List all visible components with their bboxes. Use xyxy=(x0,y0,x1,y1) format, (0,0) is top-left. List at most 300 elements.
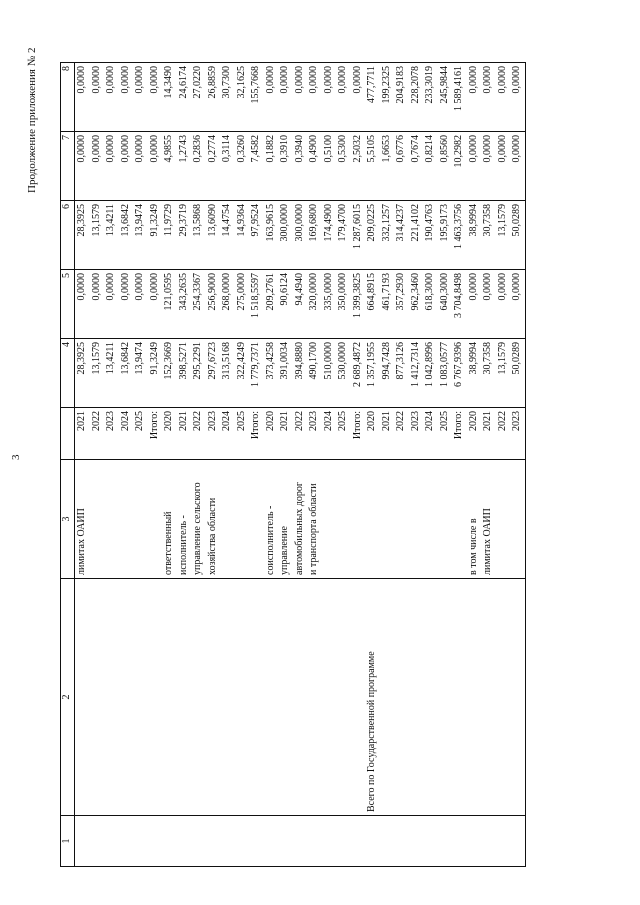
table-row xyxy=(264,63,279,867)
cell-value-5: 0,0000 xyxy=(90,270,105,339)
cell-col1 xyxy=(264,816,279,867)
cell-value-8: 0,0000 xyxy=(75,63,90,132)
cell-program xyxy=(510,579,525,816)
cell-value-5: 962,3460 xyxy=(409,270,424,339)
cell-col1 xyxy=(278,816,293,867)
cell-col1 xyxy=(293,816,308,867)
cell-executor xyxy=(380,460,395,579)
cell-value-4: 490,1700 xyxy=(307,339,322,408)
col-header-6: 6 xyxy=(61,201,75,270)
cell-value-8: 32,1625 xyxy=(235,63,250,132)
cell-year: 2023 xyxy=(104,408,119,460)
budget-table xyxy=(60,62,526,867)
cell-value-5: 0,0000 xyxy=(496,270,511,339)
cell-value-5: 664,8915 xyxy=(365,270,380,339)
table-row xyxy=(322,63,337,867)
cell-value-6: 179,4700 xyxy=(336,201,351,270)
table-row xyxy=(452,63,467,867)
cell-value-8: 245,9844 xyxy=(438,63,453,132)
cell-value-5: 0,0000 xyxy=(467,270,482,339)
cell-value-4: 91,3249 xyxy=(148,339,163,408)
cell-executor xyxy=(409,460,424,579)
cell-year: 2023 xyxy=(409,408,424,460)
cell-value-8: 0,0000 xyxy=(496,63,511,132)
cell-value-6: 50,0289 xyxy=(510,201,525,270)
cell-value-7: 0,2774 xyxy=(206,132,221,201)
cell-value-5: 343,2635 xyxy=(177,270,192,339)
cell-value-6: 30,7358 xyxy=(481,201,496,270)
cell-value-8: 0,0000 xyxy=(264,63,279,132)
page-number: 3 xyxy=(10,454,22,460)
cell-col1 xyxy=(162,816,177,867)
cell-value-8: 0,0000 xyxy=(293,63,308,132)
table-row xyxy=(249,63,264,867)
cell-value-5: 461,7193 xyxy=(380,270,395,339)
table-row xyxy=(162,63,177,867)
table-row xyxy=(278,63,293,867)
cell-program xyxy=(438,579,453,816)
cell-value-5: 254,3367 xyxy=(191,270,206,339)
table-row xyxy=(380,63,395,867)
cell-executor xyxy=(496,460,511,579)
cell-executor xyxy=(394,460,409,579)
cell-program xyxy=(409,579,424,816)
cell-program xyxy=(394,579,409,816)
cell-value-4: 1 357,1955 xyxy=(365,339,380,408)
cell-value-7: 0,0000 xyxy=(75,132,90,201)
cell-executor xyxy=(438,460,453,579)
cell-value-4: 30,7358 xyxy=(481,339,496,408)
cell-value-4: 1 083,0577 xyxy=(438,339,453,408)
cell-value-4: 1 042,8996 xyxy=(423,339,438,408)
col-header-1: 1 xyxy=(61,816,75,867)
cell-value-7: 5,5105 xyxy=(365,132,380,201)
cell-col1 xyxy=(104,816,119,867)
cell-executor xyxy=(322,460,337,579)
table-row xyxy=(336,63,351,867)
cell-value-7: 0,6776 xyxy=(394,132,409,201)
cell-value-4: 1 779,7371 xyxy=(249,339,264,408)
cell-value-7: 0,1882 xyxy=(264,132,279,201)
cell-value-7: 0,0000 xyxy=(90,132,105,201)
cell-value-7: 0,3910 xyxy=(278,132,293,201)
table-body xyxy=(75,63,526,867)
cell-program xyxy=(307,579,322,816)
cell-program xyxy=(351,579,366,816)
cell-year: 2020 xyxy=(162,408,177,460)
cell-value-8: 0,0000 xyxy=(351,63,366,132)
cell-value-6: 91,3249 xyxy=(148,201,163,270)
cell-value-5: 121,0595 xyxy=(162,270,177,339)
cell-executor: управление сельского xyxy=(191,460,206,579)
cell-value-5: 1 399,3825 xyxy=(351,270,366,339)
table-row xyxy=(104,63,119,867)
cell-year: 2021 xyxy=(75,408,90,460)
cell-year: 2021 xyxy=(380,408,395,460)
cell-col1 xyxy=(119,816,134,867)
cell-executor: управление xyxy=(278,460,293,579)
cell-value-8: 0,0000 xyxy=(481,63,496,132)
cell-executor xyxy=(365,460,380,579)
cell-value-7: 10,2982 xyxy=(452,132,467,201)
cell-value-5: 0,0000 xyxy=(481,270,496,339)
cell-col1 xyxy=(148,816,163,867)
cell-year: 2025 xyxy=(133,408,148,460)
cell-program xyxy=(119,579,134,816)
cell-executor xyxy=(510,460,525,579)
cell-col1 xyxy=(438,816,453,867)
table-row xyxy=(365,63,380,867)
cell-col1 xyxy=(467,816,482,867)
cell-value-6: 195,9173 xyxy=(438,201,453,270)
cell-value-6: 13,1579 xyxy=(90,201,105,270)
cell-value-6: 163,9615 xyxy=(264,201,279,270)
cell-col1 xyxy=(235,816,250,867)
cell-year: Итого: xyxy=(249,408,264,460)
cell-col1 xyxy=(394,816,409,867)
cell-value-6: 174,4900 xyxy=(322,201,337,270)
cell-value-6: 13,6842 xyxy=(119,201,134,270)
cell-value-8: 0,0000 xyxy=(510,63,525,132)
cell-program xyxy=(322,579,337,816)
cell-value-6: 13,5868 xyxy=(191,201,206,270)
cell-value-5: 0,0000 xyxy=(104,270,119,339)
cell-program xyxy=(235,579,250,816)
cell-value-7: 7,4582 xyxy=(249,132,264,201)
cell-value-8: 14,3490 xyxy=(162,63,177,132)
cell-value-8: 204,9183 xyxy=(394,63,409,132)
cell-value-7: 1,2743 xyxy=(177,132,192,201)
cell-year: 2025 xyxy=(438,408,453,460)
cell-value-6: 209,0225 xyxy=(365,201,380,270)
cell-executor xyxy=(249,460,264,579)
cell-year: Итого: xyxy=(452,408,467,460)
col-header-4: 4 xyxy=(61,339,75,408)
cell-executor xyxy=(220,460,235,579)
cell-value-8: 0,0000 xyxy=(104,63,119,132)
cell-year: 2024 xyxy=(220,408,235,460)
col-header-year xyxy=(61,408,75,460)
cell-value-7: 2,5032 xyxy=(351,132,366,201)
cell-value-4: 152,3669 xyxy=(162,339,177,408)
cell-value-4: 13,9474 xyxy=(133,339,148,408)
cell-program xyxy=(133,579,148,816)
cell-program xyxy=(220,579,235,816)
cell-program xyxy=(177,579,192,816)
cell-value-8: 26,8859 xyxy=(206,63,221,132)
cell-value-6: 300,0000 xyxy=(278,201,293,270)
cell-program xyxy=(336,579,351,816)
cell-value-6: 28,3925 xyxy=(75,201,90,270)
cell-value-8: 0,0000 xyxy=(133,63,148,132)
cell-program xyxy=(380,579,395,816)
cell-program xyxy=(249,579,264,816)
cell-value-4: 373,4258 xyxy=(264,339,279,408)
cell-executor xyxy=(90,460,105,579)
cell-year: 2021 xyxy=(481,408,496,460)
cell-value-8: 0,0000 xyxy=(119,63,134,132)
cell-value-6: 13,6090 xyxy=(206,201,221,270)
cell-program xyxy=(104,579,119,816)
cell-value-6: 13,1579 xyxy=(496,201,511,270)
cell-program xyxy=(191,579,206,816)
cell-executor: исполнитель - xyxy=(177,460,192,579)
cell-value-6: 11,9729 xyxy=(162,201,177,270)
cell-program xyxy=(75,579,90,816)
cell-value-5: 0,0000 xyxy=(133,270,148,339)
cell-year: 2025 xyxy=(336,408,351,460)
table-row xyxy=(133,63,148,867)
cell-year: 2022 xyxy=(191,408,206,460)
table-row xyxy=(235,63,250,867)
cell-value-4: 2 689,4872 xyxy=(351,339,366,408)
table-row xyxy=(307,63,322,867)
cell-value-8: 0,0000 xyxy=(322,63,337,132)
cell-value-5: 350,0000 xyxy=(336,270,351,339)
cell-value-7: 0,0000 xyxy=(133,132,148,201)
cell-value-6: 221,4102 xyxy=(409,201,424,270)
cell-executor xyxy=(423,460,438,579)
cell-value-5: 640,3000 xyxy=(438,270,453,339)
cell-value-5: 94,4940 xyxy=(293,270,308,339)
cell-value-6: 29,3719 xyxy=(177,201,192,270)
cell-executor: ответственный xyxy=(162,460,177,579)
cell-executor: в том числе в xyxy=(467,460,482,579)
cell-value-4: 295,2291 xyxy=(191,339,206,408)
cell-value-6: 1 287,6015 xyxy=(351,201,366,270)
cell-col1 xyxy=(177,816,192,867)
cell-value-6: 314,4237 xyxy=(394,201,409,270)
cell-year: 2023 xyxy=(206,408,221,460)
appendix-label: Продолжение приложения № 2 xyxy=(26,47,38,193)
cell-year: 2021 xyxy=(278,408,293,460)
table-row xyxy=(220,63,235,867)
column-number-row xyxy=(61,63,75,867)
cell-year: 2020 xyxy=(467,408,482,460)
table-row xyxy=(119,63,134,867)
cell-year: 2021 xyxy=(177,408,192,460)
table-row xyxy=(409,63,424,867)
cell-col1 xyxy=(75,816,90,867)
cell-year: 2023 xyxy=(510,408,525,460)
cell-col1 xyxy=(380,816,395,867)
cell-executor xyxy=(148,460,163,579)
cell-value-6: 1 463,3756 xyxy=(452,201,467,270)
cell-value-4: 394,8880 xyxy=(293,339,308,408)
cell-executor: автомобильных дорог xyxy=(293,460,308,579)
cell-program xyxy=(423,579,438,816)
cell-value-4: 877,3126 xyxy=(394,339,409,408)
cell-year: 2020 xyxy=(365,408,380,460)
cell-value-4: 50,0289 xyxy=(510,339,525,408)
cell-value-8: 1 589,4161 xyxy=(452,63,467,132)
cell-value-5: 268,0000 xyxy=(220,270,235,339)
table-row xyxy=(351,63,366,867)
cell-year: 2024 xyxy=(423,408,438,460)
cell-value-6: 13,4211 xyxy=(104,201,119,270)
cell-executor xyxy=(104,460,119,579)
cell-value-7: 1,6653 xyxy=(380,132,395,201)
cell-value-7: 0,0000 xyxy=(510,132,525,201)
cell-value-7: 0,5300 xyxy=(336,132,351,201)
cell-value-7: 0,8560 xyxy=(438,132,453,201)
table-row xyxy=(177,63,192,867)
cell-executor: лимитах ОАИП xyxy=(481,460,496,579)
cell-value-8: 0,0000 xyxy=(90,63,105,132)
cell-value-8: 0,0000 xyxy=(278,63,293,132)
cell-value-5: 0,0000 xyxy=(148,270,163,339)
cell-value-8: 199,2325 xyxy=(380,63,395,132)
cell-col1 xyxy=(365,816,380,867)
table-row xyxy=(481,63,496,867)
cell-executor xyxy=(235,460,250,579)
cell-program xyxy=(496,579,511,816)
cell-value-5: 209,2761 xyxy=(264,270,279,339)
cell-program xyxy=(467,579,482,816)
cell-value-7: 0,0000 xyxy=(496,132,511,201)
cell-value-4: 13,1579 xyxy=(90,339,105,408)
cell-value-7: 0,3940 xyxy=(293,132,308,201)
cell-value-8: 0,0000 xyxy=(148,63,163,132)
cell-program xyxy=(278,579,293,816)
table-row xyxy=(206,63,221,867)
table-row xyxy=(191,63,206,867)
cell-program xyxy=(452,579,467,816)
cell-executor xyxy=(452,460,467,579)
cell-col1 xyxy=(191,816,206,867)
cell-value-6: 332,1257 xyxy=(380,201,395,270)
cell-executor: лимитах ОАИП xyxy=(75,460,90,579)
cell-value-4: 313,5168 xyxy=(220,339,235,408)
table-row xyxy=(467,63,482,867)
cell-year: Итого: xyxy=(148,408,163,460)
cell-year: Итого: xyxy=(351,408,366,460)
cell-col1 xyxy=(510,816,525,867)
cell-value-5: 357,2930 xyxy=(394,270,409,339)
cell-col1 xyxy=(220,816,235,867)
cell-value-8: 24,6174 xyxy=(177,63,192,132)
cell-value-4: 391,0034 xyxy=(278,339,293,408)
cell-value-6: 38,9994 xyxy=(467,201,482,270)
cell-value-8: 30,7300 xyxy=(220,63,235,132)
col-header-8: 8 xyxy=(61,63,75,132)
cell-value-4: 322,4249 xyxy=(235,339,250,408)
table-row xyxy=(438,63,453,867)
cell-value-4: 13,1579 xyxy=(496,339,511,408)
cell-value-7: 0,3114 xyxy=(220,132,235,201)
cell-value-8: 27,0220 xyxy=(191,63,206,132)
cell-value-5: 0,0000 xyxy=(119,270,134,339)
cell-program xyxy=(264,579,279,816)
cell-value-4: 13,4211 xyxy=(104,339,119,408)
col-header-3: 3 xyxy=(61,460,75,579)
cell-value-5: 90,6124 xyxy=(278,270,293,339)
cell-value-7: 4,9855 xyxy=(162,132,177,201)
cell-value-7: 0,3260 xyxy=(235,132,250,201)
cell-value-6: 97,9524 xyxy=(249,201,264,270)
cell-value-4: 6 767,9396 xyxy=(452,339,467,408)
cell-col1 xyxy=(481,816,496,867)
cell-executor: соисполнитель - xyxy=(264,460,279,579)
cell-col1 xyxy=(249,816,264,867)
cell-year: 2025 xyxy=(235,408,250,460)
cell-value-6: 14,4754 xyxy=(220,201,235,270)
cell-executor xyxy=(351,460,366,579)
cell-value-5: 275,0000 xyxy=(235,270,250,339)
cell-value-4: 530,0000 xyxy=(336,339,351,408)
cell-program xyxy=(90,579,105,816)
cell-year: 2020 xyxy=(264,408,279,460)
cell-value-4: 1 412,7314 xyxy=(409,339,424,408)
cell-value-7: 0,0000 xyxy=(119,132,134,201)
table-row xyxy=(148,63,163,867)
cell-value-7: 0,0000 xyxy=(148,132,163,201)
cell-executor: и транспорта области xyxy=(307,460,322,579)
cell-program xyxy=(162,579,177,816)
cell-value-7: 0,2836 xyxy=(191,132,206,201)
col-header-7: 7 xyxy=(61,132,75,201)
cell-value-7: 0,0000 xyxy=(104,132,119,201)
cell-program: Всего по Государственной программе xyxy=(365,579,380,816)
cell-value-8: 0,0000 xyxy=(307,63,322,132)
cell-value-8: 0,0000 xyxy=(336,63,351,132)
cell-col1 xyxy=(90,816,105,867)
cell-col1 xyxy=(452,816,467,867)
cell-value-7: 0,0000 xyxy=(481,132,496,201)
cell-value-8: 155,7668 xyxy=(249,63,264,132)
cell-value-8: 477,7711 xyxy=(365,63,380,132)
cell-value-6: 300,0000 xyxy=(293,201,308,270)
cell-col1 xyxy=(307,816,322,867)
cell-value-4: 994,7428 xyxy=(380,339,395,408)
table-row xyxy=(423,63,438,867)
cell-value-7: 0,4900 xyxy=(307,132,322,201)
cell-value-7: 0,8214 xyxy=(423,132,438,201)
cell-value-4: 38,9994 xyxy=(467,339,482,408)
cell-value-6: 169,6800 xyxy=(307,201,322,270)
cell-program xyxy=(148,579,163,816)
cell-col1 xyxy=(409,816,424,867)
col-header-5: 5 xyxy=(61,270,75,339)
cell-col1 xyxy=(133,816,148,867)
table-row xyxy=(510,63,525,867)
cell-value-7: 0,0000 xyxy=(467,132,482,201)
cell-value-7: 0,5100 xyxy=(322,132,337,201)
cell-executor xyxy=(133,460,148,579)
cell-value-6: 13,9474 xyxy=(133,201,148,270)
cell-value-5: 0,0000 xyxy=(75,270,90,339)
cell-program xyxy=(481,579,496,816)
cell-col1 xyxy=(322,816,337,867)
table-row xyxy=(394,63,409,867)
cell-year: 2023 xyxy=(307,408,322,460)
cell-value-5: 3 704,8498 xyxy=(452,270,467,339)
cell-executor: хозяйства области xyxy=(206,460,221,579)
cell-value-5: 1 518,5597 xyxy=(249,270,264,339)
cell-year: 2022 xyxy=(90,408,105,460)
cell-program xyxy=(206,579,221,816)
cell-value-5: 256,9000 xyxy=(206,270,221,339)
cell-value-8: 228,2078 xyxy=(409,63,424,132)
cell-value-4: 297,6723 xyxy=(206,339,221,408)
cell-col1 xyxy=(336,816,351,867)
cell-year: 2022 xyxy=(496,408,511,460)
cell-col1 xyxy=(423,816,438,867)
cell-executor xyxy=(336,460,351,579)
cell-value-5: 0,0000 xyxy=(510,270,525,339)
cell-col1 xyxy=(496,816,511,867)
cell-value-5: 335,0000 xyxy=(322,270,337,339)
